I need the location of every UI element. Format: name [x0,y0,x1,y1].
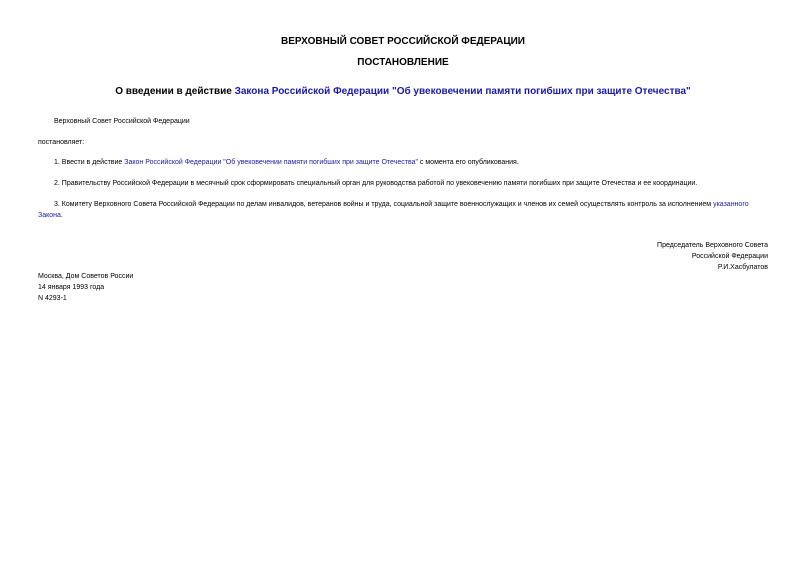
intro-text: Верховный Совет Российской Федерации [54,118,190,125]
item-1-prefix: 1. Ввести в действие [54,159,125,166]
document-type: ПОСТАНОВЛЕНИЕ [357,57,449,68]
document-number: N 4293-1 [38,295,67,302]
item-2: 2. Правительству Российской Федерации в месячный срок сформировать специальный орган для руководства работой по увековечению памяти погибших при защите Отечества и ее координации. [54,180,698,187]
resolves-text: постановляет: [38,139,85,146]
law-title-link[interactable]: Закона Российской Федерации "Об увековечении памяти погибших при защите Отечества" [234,86,691,97]
specified-law-link[interactable]: указанного Закона [38,201,749,219]
item-1 [54,157,519,168]
item-3-suffix: . [60,212,63,219]
document-page [38,0,768,571]
item-1-suffix: с момента его опубликования. [417,159,519,166]
signature-organization: Российской Федерации [691,253,768,260]
signature-name: Р.И.Хасбулатов [717,264,768,271]
signature-position: Председатель Верховного Совета [657,242,768,249]
signing-date: 14 января 1993 года [38,284,105,291]
document-title [38,86,768,97]
law-link[interactable]: Закон Российской Федерации "Об увековечении памяти погибших при защите Отечества" [124,159,418,166]
issuing-organization: ВЕРХОВНЫЙ СОВЕТ РОССИЙСКОЙ ФЕДЕРАЦИИ [281,36,525,47]
item-3 [38,199,768,221]
item-3-text: 3. Комитету Верховного Совета Российской Федерации по делам инвалидов, ветеранов войны и труда, социальной защите военнослужащих и членов их семей осуществлять контроль за исполнением [54,201,714,208]
title-prefix: О введении в действие [115,86,235,97]
signing-place: Москва, Дом Советов России [38,273,134,280]
